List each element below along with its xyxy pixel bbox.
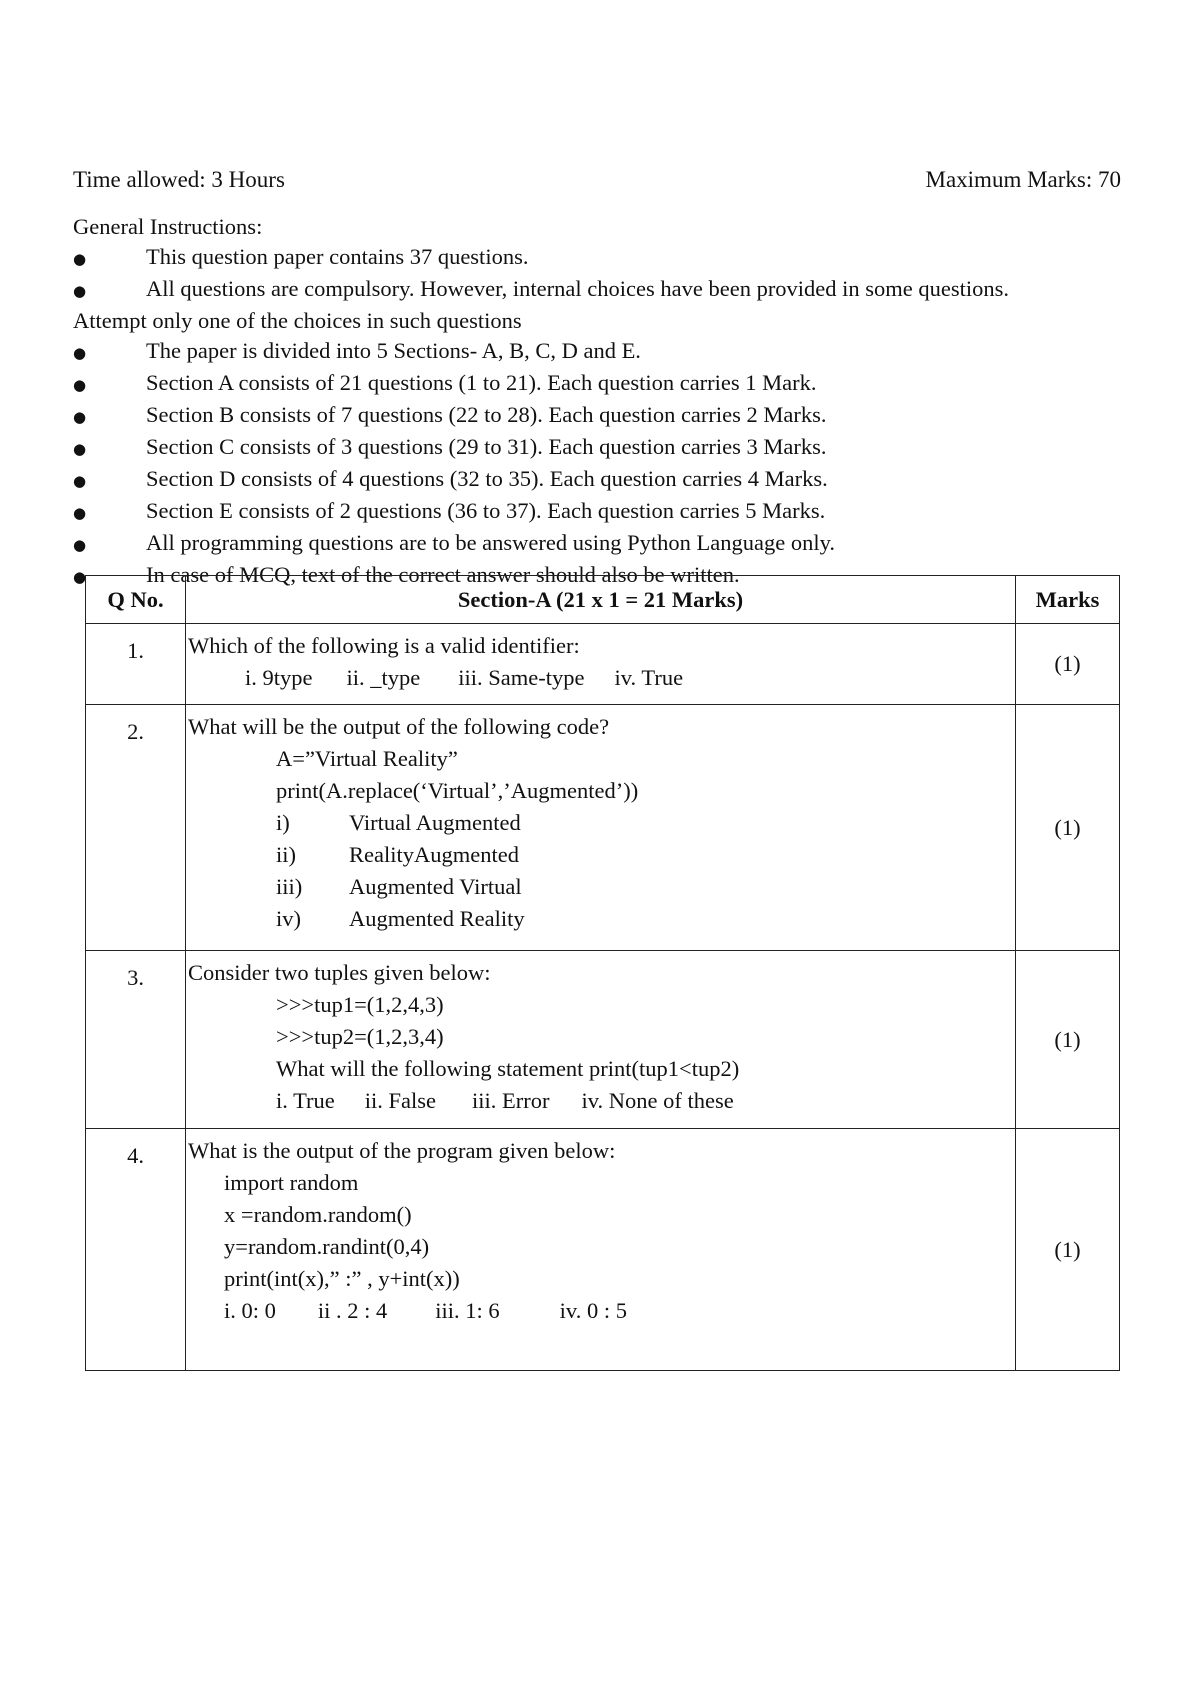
question-text: What is the output of the program given below: [188,1138,616,1163]
table-row [86,951,1120,1129]
instruction-item: ● Section B consists of 7 questions (22 to 28). Each question carries 2 Marks. [73,400,1133,432]
question-marks: (1) [1016,705,1120,951]
general-instructions [73,212,1133,592]
option: iii. Same-type [458,665,585,690]
code-line: print(A.replace(‘Virtual’,’Augmented’)) [276,778,639,803]
code-line: A=”Virtual Reality” [276,746,458,771]
bullet-icon: ● [73,344,87,362]
bullet-icon: ● [73,536,87,554]
code-line: >>>tup2=(1,2,3,4) [276,1024,444,1049]
instruction-item: ● All questions are compulsory. However, internal choices have been provided in some questions. [73,274,1133,306]
option: ii) RealityAugmented [276,842,519,867]
question-number: 4. [86,1129,186,1371]
question-options [188,662,1015,694]
instruction-item: ● This question paper contains 37 questions. [73,242,1133,274]
bullet-icon: ● [73,376,87,394]
instruction-item: ● Section C consists of 3 questions (29 to 31). Each question carries 3 Marks. [73,432,1133,464]
table-header-row [86,576,1120,624]
maximum-marks: Maximum Marks: 70 [925,167,1121,192]
code-line: print(int(x),” :” , y+int(x)) [224,1266,460,1291]
table-row [86,705,1120,951]
bullet-icon: ● [73,568,87,586]
header-marks: Marks [1016,576,1120,624]
table-row [86,1129,1120,1371]
question-body [186,624,1016,705]
questions-table [85,575,1120,1371]
option: i. True [276,1088,335,1113]
time-allowed: Time allowed: 3 Hours [73,167,285,192]
instruction-item: ● In case of MCQ, text of the correct answer should also be written. [73,560,1133,592]
option: ii. _type [346,665,421,690]
option: iv. None of these [581,1088,734,1113]
code-line: import random [224,1170,359,1195]
option: ii . 2 : 4 [317,1298,388,1323]
question-line: What will the following statement print(tup1<tup2) [276,1056,740,1081]
question-number: 2. [86,705,186,951]
question-marks: (1) [1016,1129,1120,1371]
question-options [188,1085,1015,1117]
question-marks: (1) [1016,951,1120,1129]
code-line: y=random.randint(0,4) [224,1234,430,1259]
question-options [188,1295,1015,1327]
question-marks: (1) [1016,624,1120,705]
question-number: 1. [86,624,186,705]
question-number: 3. [86,951,186,1129]
code-line: x =random.random() [224,1202,412,1227]
paper-header [73,165,1121,195]
option: i. 0: 0 [224,1298,276,1323]
instruction-item: ● Section E consists of 2 questions (36 to 37). Each question carries 5 Marks. [73,496,1133,528]
option: i) Virtual Augmented [276,810,521,835]
code-line: >>>tup1=(1,2,4,3) [276,992,444,1017]
header-section: Section-A (21 x 1 = 21 Marks) [186,576,1016,624]
question-body [186,1129,1016,1371]
question-text: Consider two tuples given below: [188,960,491,985]
option: iii. Error [472,1088,550,1113]
instruction-item: ● Section A consists of 21 questions (1 to 21). Each question carries 1 Mark. [73,368,1133,400]
table-row [86,624,1120,705]
question-text: Which of the following is a valid identifier: [188,633,580,658]
bullet-icon: ● [73,472,87,490]
instruction-item: ● All programming questions are to be answered using Python Language only. [73,528,1133,560]
bullet-icon: ● [73,408,87,426]
option: ii. False [364,1088,437,1113]
question-body [186,951,1016,1129]
option: iii. 1: 6 [435,1298,500,1323]
instructions-title: General Instructions: [73,214,263,239]
question-text: What will be the output of the following code? [188,714,610,739]
instruction-item: ● The paper is divided into 5 Sections- A, B, C, D and E. [73,336,1133,368]
bullet-icon: ● [73,282,87,300]
option: i. 9type [245,665,313,690]
instruction-item: ● Section D consists of 4 questions (32 to 35). Each question carries 4 Marks. [73,464,1133,496]
option: iv. True [614,665,684,690]
option: iv) Augmented Reality [276,906,525,931]
instruction-continuation: Attempt only one of the choices in such questions [73,308,522,333]
question-body [186,705,1016,951]
bullet-icon: ● [73,250,87,268]
option: iii) Augmented Virtual [276,874,522,899]
bullet-icon: ● [73,440,87,458]
option: iv. 0 : 5 [559,1298,627,1323]
header-qno: Q No. [86,576,186,624]
bullet-icon: ● [73,504,87,522]
